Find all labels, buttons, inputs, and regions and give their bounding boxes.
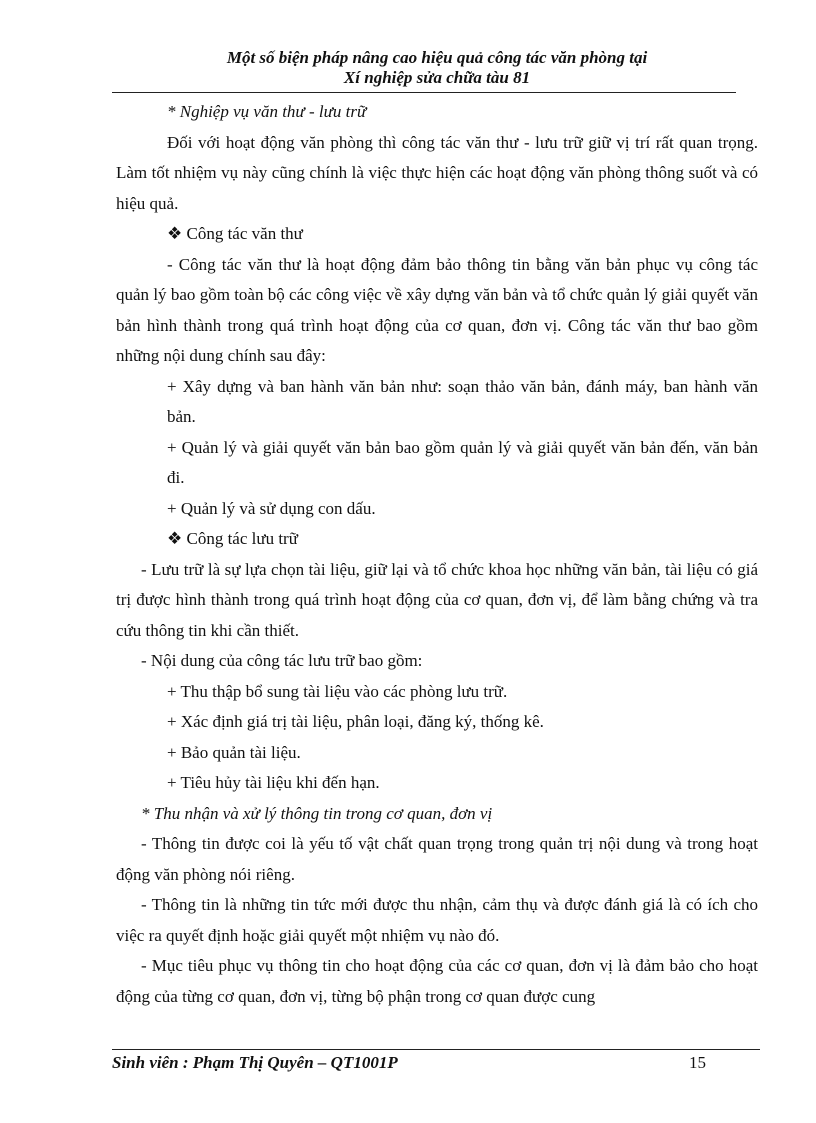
section-heading-archive: * Nghiệp vụ văn thư - lưu trữ	[167, 102, 367, 121]
list-item: + Quản lý và sử dụng con dấu.	[167, 498, 376, 518]
list-item: + Xác định giá trị tài liệu, phân loại, đăng ký, thống kê.	[167, 712, 544, 731]
header-title-line1: Một số biện pháp nâng cao hiệu quả công tác văn phòng tại	[226, 48, 648, 67]
list-item: + Bảo quản tài liệu.	[167, 742, 301, 762]
page-header	[112, 48, 762, 88]
subheading-clerical-work: ❖ Công tác văn thư	[167, 224, 303, 243]
list-item: + Tiêu hủy tài liệu khi đến hạn.	[167, 773, 380, 792]
page-number: 15	[689, 1053, 706, 1072]
header-title-line2: Xí nghiệp sửa chữa tàu 81	[343, 68, 531, 87]
list-item: + Xây dựng và ban hành văn bản như: soạn thảo văn bản, đánh máy, ban hành văn bản.	[167, 376, 758, 426]
subheading-archive-work: ❖ Công tác lưu trữ	[167, 529, 298, 548]
paragraph-archive-content-intro: - Nội dung của công tác lưu trữ bao gồm:	[141, 651, 423, 670]
header-divider	[112, 92, 736, 93]
paragraph-information-3: - Mục tiêu phục vụ thông tin cho hoạt động của các cơ quan, đơn vị là đảm bảo cho hoạt động của từng cơ quan, đơn vị, từng bộ phận trong cơ quan được cung	[116, 956, 758, 1006]
list-item: + Thu thập bổ sung tài liệu vào các phòng lưu trữ.	[167, 681, 508, 701]
list-item: + Quản lý và giải quyết văn bản bao gồm quản lý và giải quyết văn bản đến, văn bản đi.	[167, 437, 758, 487]
paragraph-information-1: - Thông tin được coi là yếu tố vật chất quan trọng trong quản trị nội dung và trong hoạt động văn phòng nói riêng.	[116, 834, 758, 884]
section-heading-information: * Thu nhận và xử lý thông tin trong cơ quan, đơn vị	[141, 803, 493, 823]
document-body	[116, 97, 758, 1012]
footer-author: Sinh viên : Phạm Thị Quyên – QT1001P	[112, 1053, 398, 1072]
paragraph-information-2: - Thông tin là những tin tức mới được thu nhận, cảm thụ và được đánh giá là có ích cho việc ra quyết định hoặc giải quyết một nhiệm vụ nào đó.	[116, 895, 758, 945]
paragraph-archive-desc: - Lưu trữ là sự lựa chọn tài liệu, giữ lại và tổ chức khoa học những văn bản, tài liệu có giá trị được hình thành trong quá trình hoạt động của cơ quan, đơn vị, để làm bằng chứng và tra cứu thông tin khi cần thiết.	[116, 559, 758, 640]
footer-divider	[112, 1049, 760, 1050]
paragraph-clerical-desc: - Công tác văn thư là hoạt động đảm bảo thông tin bằng văn bản phục vụ công tác quản lý bao gồm toàn bộ các công việc về xây dựng văn bản và tổ chức quản lý giải quyết văn bản hình thành trong quá trình hoạt động của cơ quan, đơn vị. Công tác văn thư bao gồm những nội dung chính sau đây:	[116, 254, 758, 365]
paragraph-intro: Đối với hoạt động văn phòng thì công tác văn thư - lưu trữ giữ vị trí rất quan trọng. Làm tốt nhiệm vụ này cũng chính là việc thực hiện các hoạt động văn phòng thông suốt và có hiệu quả.	[116, 132, 758, 213]
